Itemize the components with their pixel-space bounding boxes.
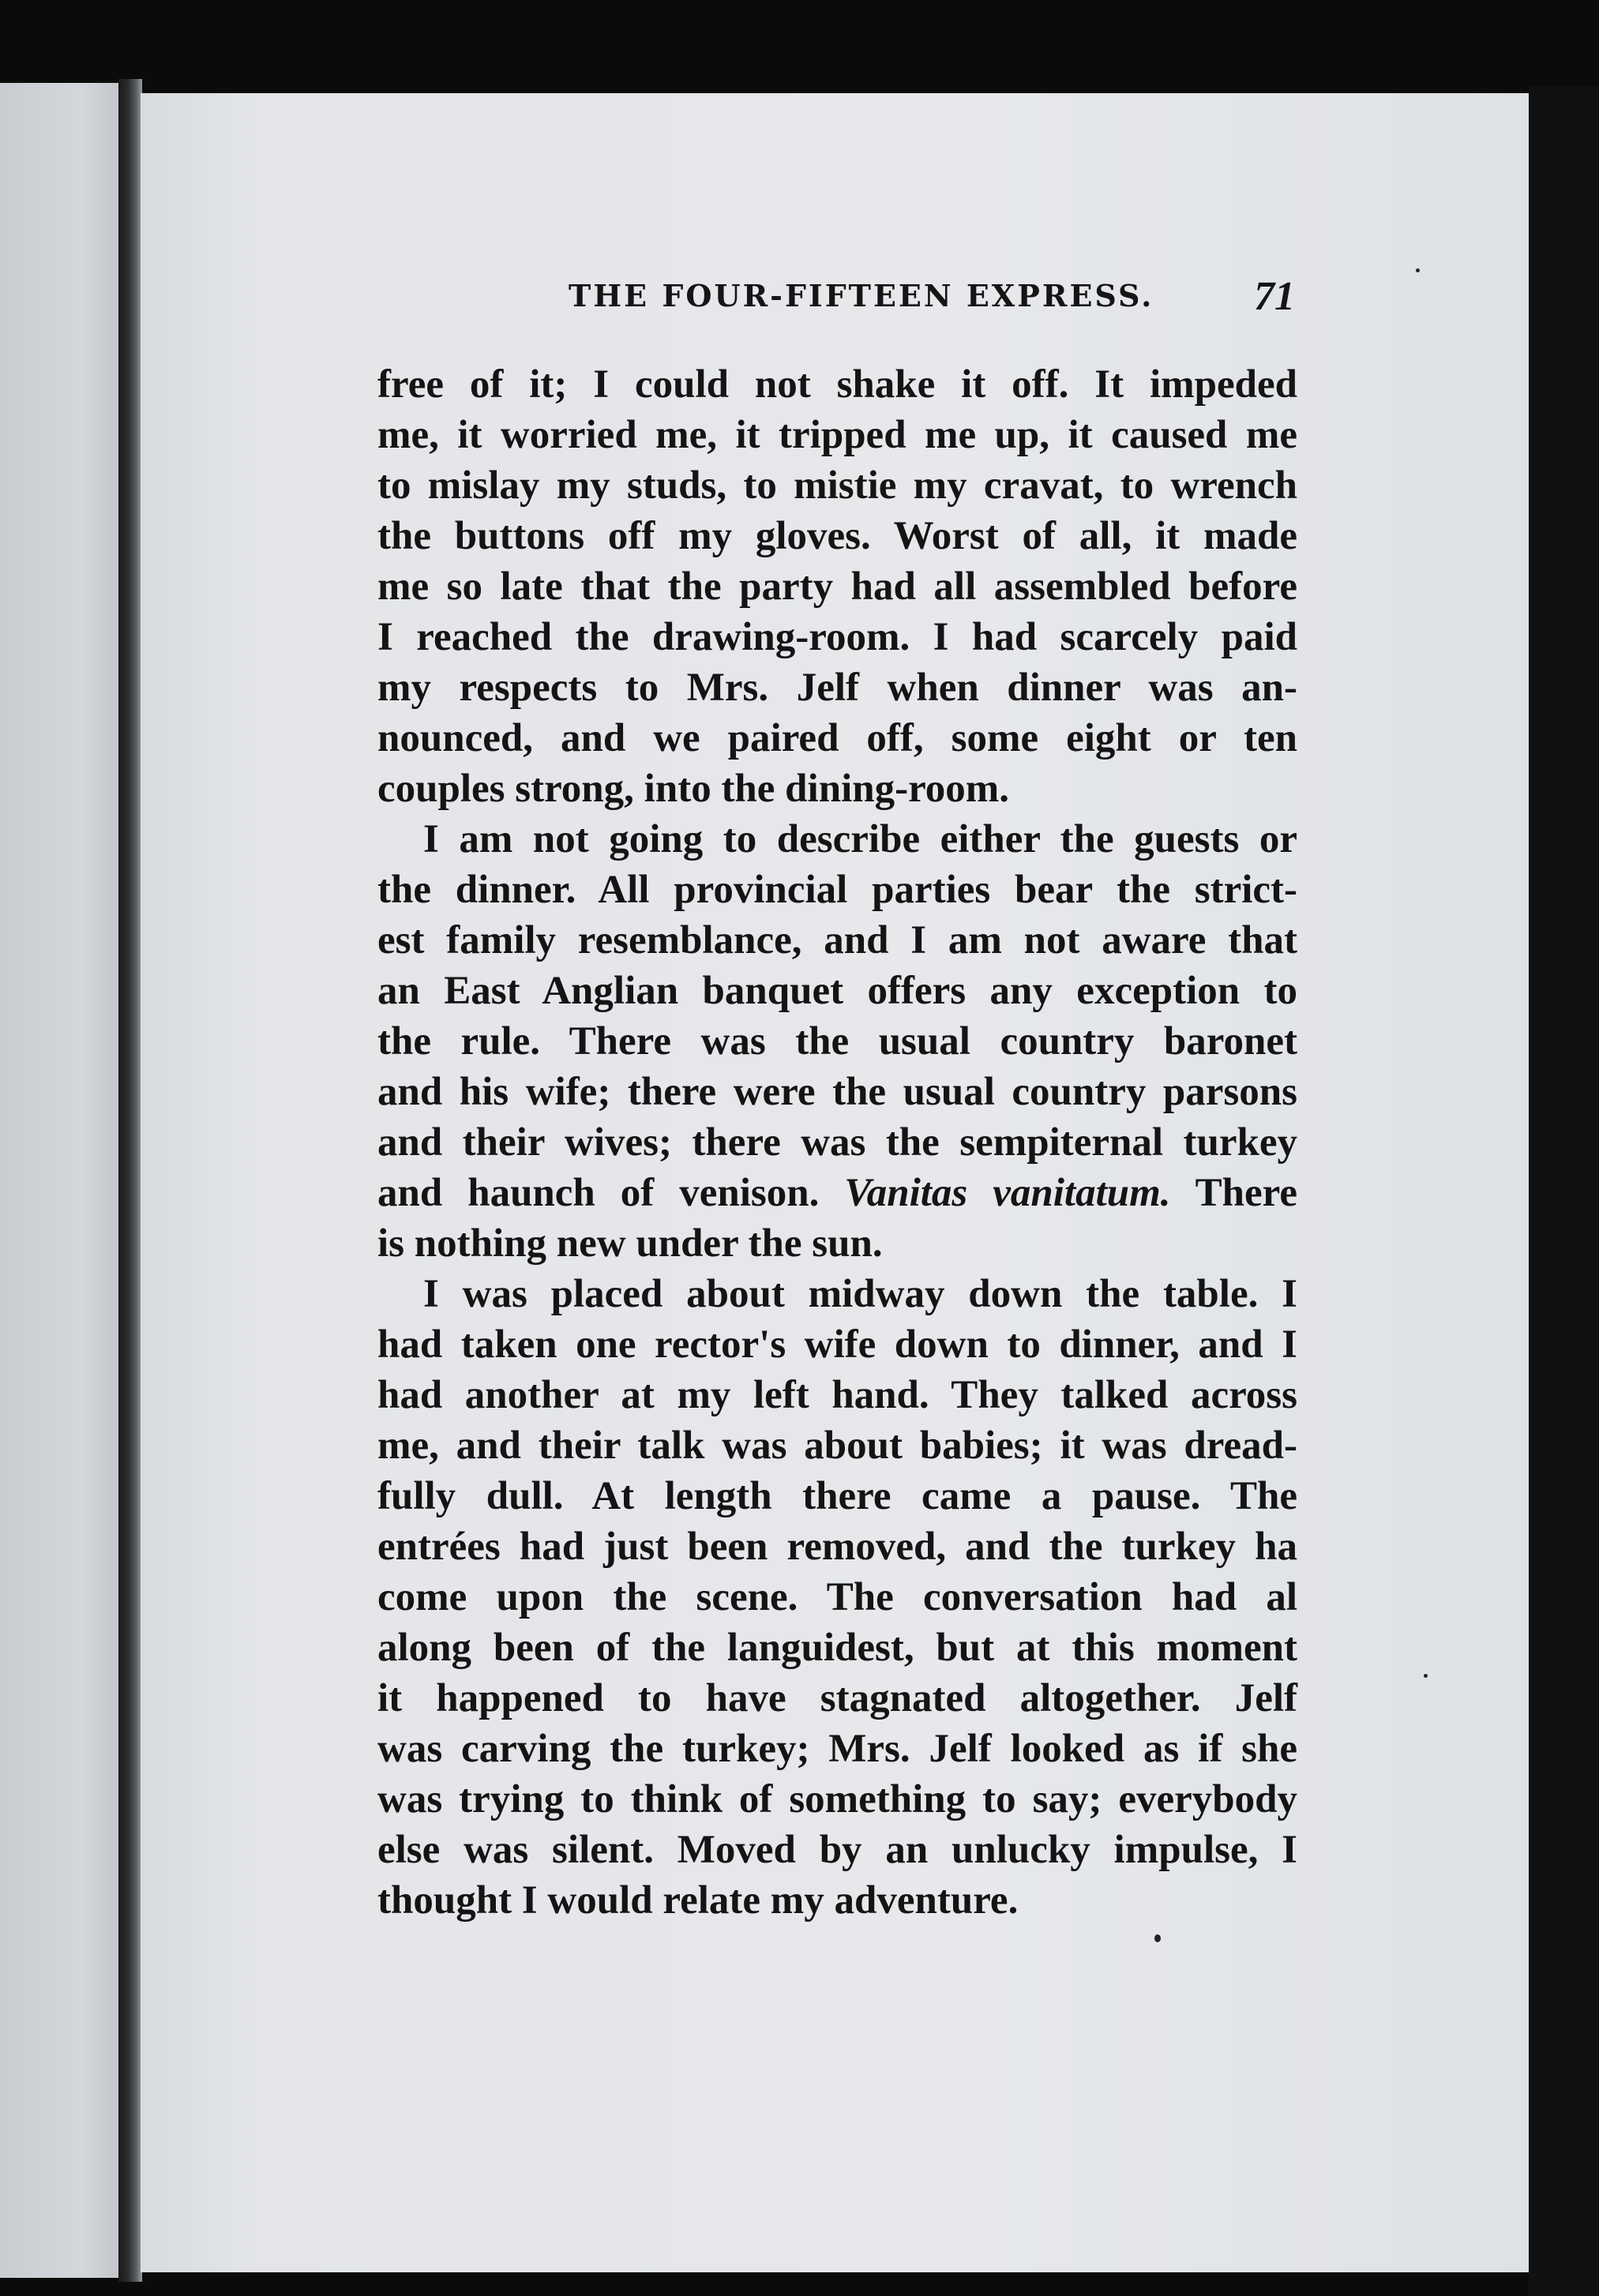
text-line: had taken one rector's wife down to dinner, and I (377, 1322, 1297, 1367)
book-gutter (118, 79, 142, 2282)
paragraph-first-line: I was placed about midway down the table. I (423, 1272, 1297, 1316)
running-head: THE FOUR-FIFTEEN EXPRESS. (569, 278, 1154, 313)
line-segment: and haunch of venison. (377, 1171, 820, 1215)
text-line: had another at my left hand. They talked across (377, 1373, 1297, 1417)
text-line: me so late that the party had all assembled before (377, 565, 1297, 609)
text-line: and their wives; there was the sempiternal turkey (377, 1120, 1297, 1165)
text-line: an East Anglian banquet offers any exception to (377, 969, 1297, 1013)
text-line: come upon the scene. The conversation had al (377, 1575, 1297, 1619)
text-line: is nothing new under the sun. (377, 1221, 883, 1266)
dust-speck (1416, 268, 1420, 272)
text-line: couples strong, into the dining-room. (377, 767, 1010, 811)
dust-speck (1424, 1674, 1428, 1678)
scan-background-edge (1529, 87, 1599, 2296)
text-line: nounced, and we paired off, some eight or ten (377, 716, 1297, 760)
text-line: entrées had just been removed, and the turkey ha (377, 1525, 1297, 1569)
text-line: my respects to Mrs. Jelf when dinner was an- (377, 666, 1297, 710)
text-line: free of it; I could not shake it off. It impeded (377, 362, 1297, 407)
body-text (377, 359, 1297, 1926)
text-line: the rule. There was the usual country baronet (377, 1019, 1297, 1064)
italic-phrase: Vanitas vanitatum. (844, 1171, 1171, 1215)
text-line: est family resemblance, and I am not aware that (377, 918, 1297, 962)
text-line: along been of the languidest, but at this moment (377, 1626, 1297, 1670)
text-line: was carving the turkey; Mrs. Jelf looked as if she (377, 1727, 1297, 1771)
text-line: I reached the drawing-room. I had scarcely paid (377, 615, 1297, 659)
text-line: was trying to think of something to say; everybody (377, 1777, 1297, 1821)
paragraph-first-line: I am not going to describe either the guests or (423, 817, 1297, 861)
text-line: thought I would relate my adventure. (377, 1878, 1019, 1923)
text-line: me, and their talk was about babies; it was dread- (377, 1424, 1297, 1468)
text-line: to mislay my studs, to mistie my cravat, to wrench (377, 463, 1297, 508)
page-number: 71 (1254, 274, 1295, 319)
text-line: fully dull. At length there came a pause. The (377, 1474, 1297, 1518)
text-line: it happened to have stagnated altogether. Jelf (377, 1676, 1297, 1720)
text-line: the buttons off my gloves. Worst of all, it made (377, 514, 1297, 558)
line-segment: There (1195, 1171, 1297, 1215)
text-line: and his wife; there were the usual country parsons (377, 1070, 1297, 1114)
text-line: the dinner. All provincial parties bear the strict- (377, 868, 1297, 912)
text-line: else was silent. Moved by an unlucky impulse, I (377, 1828, 1297, 1872)
text-line-with-italic (377, 1168, 1297, 1218)
dust-speck (1154, 1934, 1161, 1942)
previous-page-edge (0, 83, 118, 2278)
text-line: me, it worried me, it tripped me up, it caused me (377, 413, 1297, 457)
